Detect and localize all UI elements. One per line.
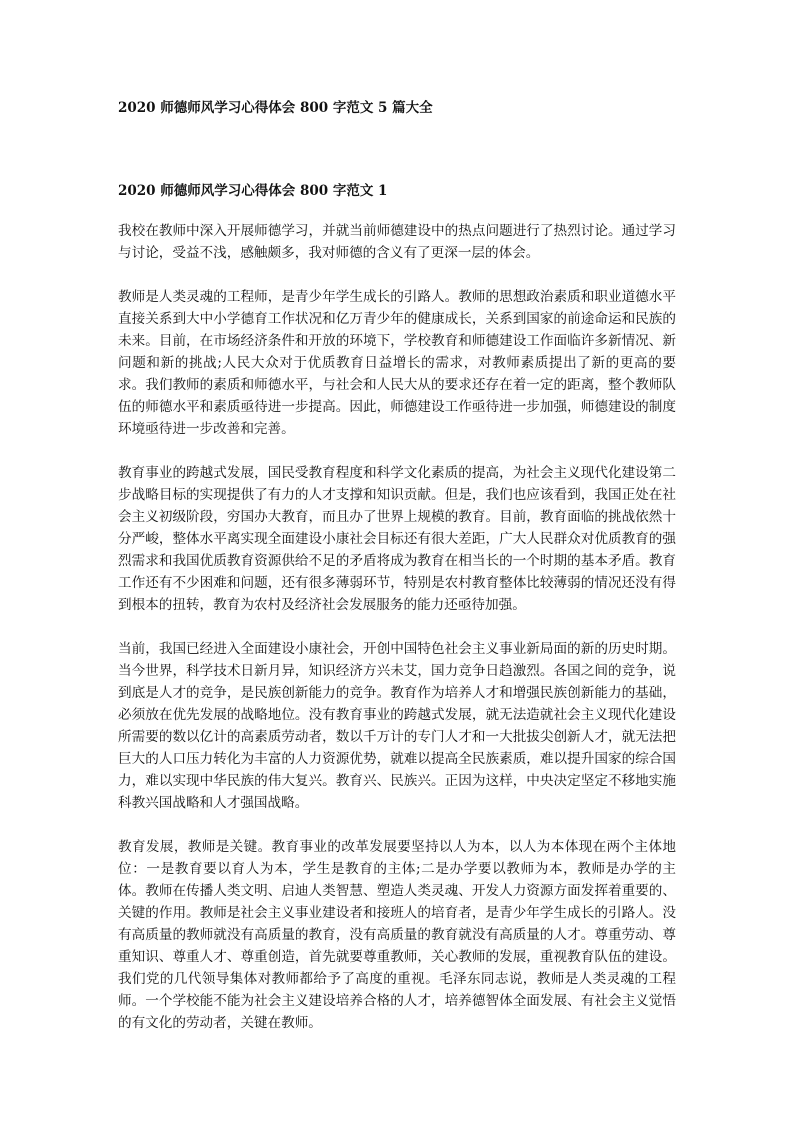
paragraph-4: 当前，我国已经进入全面建设小康社会，开创中国特色社会主义事业新局面的新的历史时期。当今世界，科学技术日新月异，知识经济方兴未艾，国力竞争日趋激烈。各国之间的竞争，说到底是人才的竞争，是民族创新能力的竞争。教育作为培养人才和增强民族创新能力的基础，必须放在优先发展的战略地位。没有教育事业的跨越式发展，就无法造就社会主义现代化建设所需要的数以亿计的高素质劳动者，数以千万计的专门人才和一大批拔尖创新人才，就无法把巨大的人口压力转化为丰富的人力资源优势，就难以提高全民族素质，难以提升国家的综合国力，难以实现中华民族的伟大复兴。教育兴、民族兴。正因为这样，中央决定坚定不移地实施科教兴国战略和人才强国战略。 — [118, 641, 676, 811]
paragraph-1: 我校在教师中深入开展师德学习，并就当前师德建设中的热点问题进行了热烈讨论。通过学习与讨论，受益不浅，感触颇多，我对师德的含义有了更深一层的体会。 — [118, 223, 676, 261]
paragraph-5: 教育发展，教师是关键。教育事业的改革发展要坚持以人为本，以人为本体现在两个主体地位：一是教育要以育人为本，学生是教育的主体;二是办学要以教师为本，教师是办学的主体。教师在传播人类文明、启迪人类智慧、塑造人类灵魂、开发人力资源方面发挥着重要的、关键的作用。教师是社会主义事业建设者和接班人的培育者，是青少年学生成长的引路人。没有高质量的教师就没有高质量的教育，没有高质量的教育就没有高质量的人才。尊重劳动、尊重知识、尊重人才、尊重创造，首先就要尊重教师，关心教师的发展，重视教育队伍的建设。我们党的几代领导集体对教师都给予了高度的重视。毛泽东同志说，教师是人类灵魂的工程师。一个学校能不能为社会主义建设培养合格的人才，培养德智体全面发展、有社会主义觉悟的有文化的劳动者，关键在教师。 — [118, 839, 676, 1031]
document-title: 2020 师德师风学习心得体会 800 字范文 5 篇大全 — [118, 100, 433, 116]
paragraph-3: 教育事业的跨越式发展，国民受教育程度和科学文化素质的提高，为社会主义现代化建设第二步战略目标的实现提供了有力的人才支撑和知识贡献。但是，我们也应该看到，我国正处在社会主义初级阶段，穷国办大教育，而且办了世界上规模的教育。目前，教育面临的挑战依然十分严峻，整体水平离实现全面建设小康社会目标还有很大差距，广大人民群众对优质教育的强烈需求和我国优质教育资源供给不足的矛盾将成为教育在相当长的一个时期的基本矛盾。教育工作还有不少困难和问题，还有很多薄弱环节，特别是农村教育整体比较薄弱的情况还没有得到根本的扭转，教育为农村及经济社会发展服务的能力还亟待加强。 — [118, 465, 676, 613]
section-title: 2020 师德师风学习心得体会 800 字范文 1 — [118, 183, 388, 199]
paragraph-2: 教师是人类灵魂的工程师，是青少年学生成长的引路人。教师的思想政治素质和职业道德水平直接关系到大中小学德育工作状况和亿万青少年的健康成长，关系到国家的前途命运和民族的未来。目前，在市场经济条件和开放的环境下，学校教育和师德建设工作面临许多新情况、新问题和新的挑战;人民大众对于优质教育日益增长的需求，对教师素质提出了新的更高的要求。我们教师的素质和师德水平，与社会和人民大从的要求还存在着一定的距离，整个教师队伍的师德水平和素质亟待进一步提高。因此，师德建设工作亟待进一步加强，师德建设的制度环境亟待进一步改善和完善。 — [118, 289, 676, 437]
document-body — [118, 220, 676, 1056]
